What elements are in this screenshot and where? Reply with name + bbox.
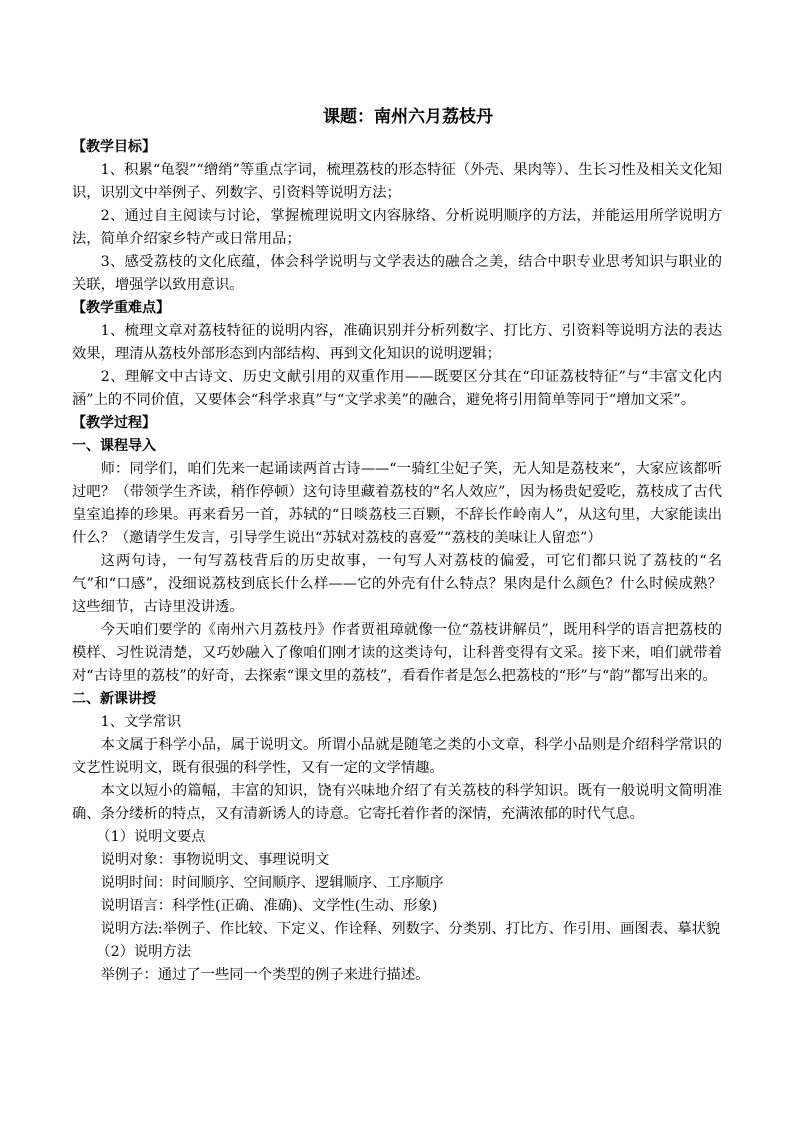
- document-page: [72, 104, 722, 987]
- subsection-header-intro: 一、课程导入: [72, 438, 156, 454]
- intro-paragraph-1: 师：同学们，咱们先来一起诵读两首古诗——“一骑红尘妃子笑，无人知是荔枝来”，大家应该都听过吧？（带领学生齐读，稍作停顿）这句诗里藏着荔枝的“名人效应”，因为杨贵妃爱吃，荔枝成了古代皇室追捧的珍果。再来看另一首，苏轼的“日啖荔枝三百颗，不辞长作岭南人”，从这句里，大家能读出什么？（邀请学生发言，引导学生说出“苏轼对荔枝的喜爱”“荔枝的美味让人留恋”）: [72, 461, 722, 546]
- point-heading-2: （2）说明方法: [96, 944, 192, 960]
- explain-methods: 说明方法:举例子、作比较、下定义、作诠释、列数字、分类别、打比方、作引用、画图表、摹状貌: [100, 921, 721, 937]
- explain-language: 说明语言：科学性(正确、准确)、文学性(生动、形象): [100, 898, 438, 914]
- keypoint-item-1: 1、梳理文章对荔枝特征的说明内容，准确识别并分析列数字、打比方、引资料等说明方法的表达效果，理清从荔枝外部形态到内部结构、再到文化知识的说明逻辑；: [72, 323, 722, 362]
- goal-item-1: 1、积累“龟裂”“缯绡”等重点字词，梳理荔枝的形态特征（外壳、果肉等）、生长习性及相关文化知识，识别文中举例子、列数字、引资料等说明方法；: [72, 162, 722, 201]
- lesson-paragraph-2: 本文以短小的篇幅，丰富的知识，饶有兴味地介绍了有关荔枝的科学知识。既有一般说明文简明准确、条分缕析的特点，又有清新诱人的诗意。它寄托着作者的深情，充满浓郁的时代气息。: [72, 783, 722, 822]
- page-title: 课题：南州六月荔枝丹: [323, 107, 493, 127]
- keypoint-item-2: 2、理解文中古诗文、历史文献引用的双重作用——既要区分其在“印证荔枝特征”与“丰富文化内涵”上的不同价值，又要体会“科学求真”与“文学求美”的融合，避免将引用简单等同于“增加文采”。: [72, 369, 722, 408]
- section-header-keypoints: 【教学重难点】: [72, 300, 170, 316]
- section-header-process: 【教学过程】: [72, 415, 156, 431]
- explain-time: 说明时间：时间顺序、空间顺序、逻辑顺序、工序顺序: [100, 875, 444, 891]
- subsection-header-new-lesson: 二、新课讲授: [72, 691, 156, 707]
- method-example: 举例子：通过了一些同一个类型的例子来进行描述。: [100, 967, 430, 983]
- literary-knowledge-heading: 1、文学常识: [100, 714, 182, 730]
- intro-paragraph-3: 今天咱们要学的《南州六月荔枝丹》作者贾祖璋就像一位“荔枝讲解员”，既用科学的语言把荔枝的模样、习性说清楚，又巧妙融入了像咱们刚才读的这类诗句，让科普变得有文采。接下来，咱们就带着对“古诗里的荔枝”的好奇，去探索“课文里的荔枝”，看看作者是怎么把荔枝的“形”与“韵”都写出来的。: [72, 622, 722, 684]
- lesson-paragraph-1: 本文属于科学小品，属于说明文。所谓小品就是随笔之类的小文章，科学小品则是介绍科学常识的文艺性说明文，既有很强的科学性，又有一定的文学情趣。: [72, 737, 722, 776]
- section-header-goals: 【教学目标】: [72, 139, 156, 155]
- intro-paragraph-2: 这两句诗，一句写荔枝背后的历史故事，一句写人对荔枝的偏爱，可它们都只说了荔枝的“名气”和“口感”，没细说荔枝到底长什么样——它的外壳有什么特点？果肉是什么颜色？什么时候成熟？这些细节，古诗里没讲透。: [72, 553, 722, 615]
- point-heading-1: （1）说明文要点: [96, 829, 206, 845]
- goal-item-3: 3、感受荔枝的文化底蕴，体会科学说明与文学表达的融合之美，结合中职专业思考知识与职业的关联，增强学以致用意识。: [72, 254, 722, 293]
- explain-object: 说明对象：事物说明文、事理说明文: [100, 852, 330, 868]
- goal-item-2: 2、通过自主阅读与讨论，掌握梳理说明文内容脉络、分析说明顺序的方法，并能运用所学说明方法，简单介绍家乡特产或日常用品；: [72, 208, 722, 247]
